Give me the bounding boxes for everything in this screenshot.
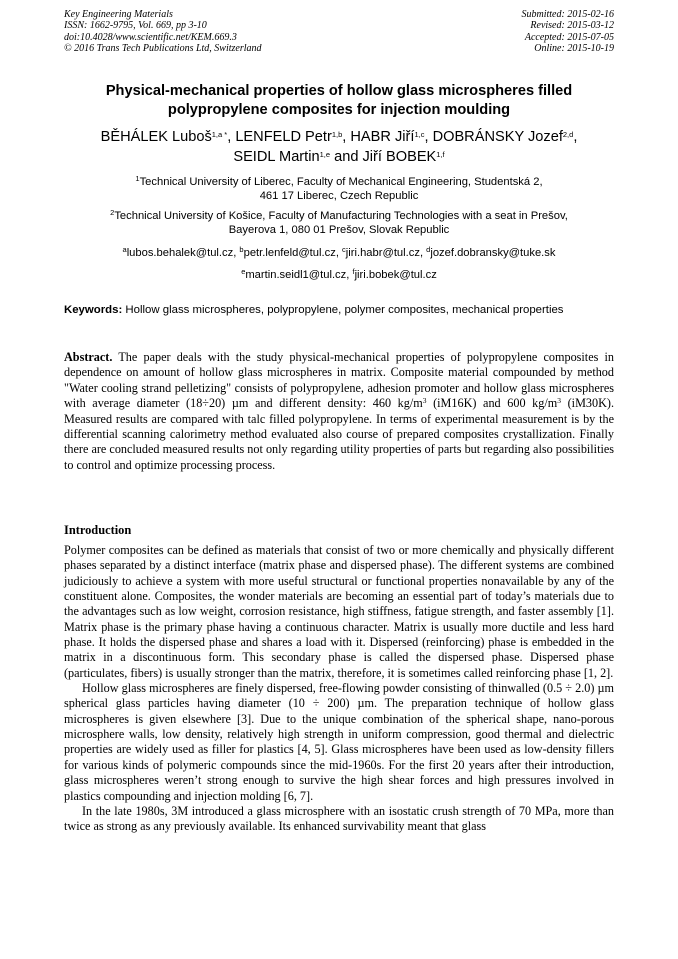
abstract-text: The paper deals with the study physical-mechanical properties of polypropylene composites in dependence on amount of hollow glass microspheres in matrix. Composite material compounded by method "Water cooling strand pelletizing" consists of polypropylene, adhesion promoter and hollow glass microspheres with average diameter (18÷20) µm and different density: 460 kg/m (64, 350, 614, 411)
author-line-2 (64, 148, 614, 168)
email-link[interactable]: petr.lenfeld@tul.cz (243, 247, 336, 259)
affiliation-line: Technical University of Liberec, Faculty of Mechanical Engineering, Studentská 2, (139, 176, 543, 188)
keywords-text: Hollow glass microspheres, polypropylene, polymer composites, mechanical properties (125, 304, 564, 316)
keywords (64, 303, 614, 317)
affiliation-1 (64, 175, 614, 203)
keywords-label: Keywords: (64, 304, 123, 316)
abstract-label: Abstract. (64, 350, 113, 364)
email-sup: d (426, 245, 431, 254)
abstract-text: (iM30K). Measured results are compared with talc filled polypropylene. In terms of experimental measurement is by the differential scanning calorimetry method evaluated also course of prepared composites crystallization. Finally there are concluded measured results not only regarding utility properties of parts but regarding also possibilities to control and optimize processing process. (64, 396, 614, 472)
author-sup: 1,a * (211, 130, 228, 139)
journal-doi: doi:10.4028/www.scientific.net/KEM.669.3 (64, 31, 237, 43)
abstract-text: (iM16K) and 600 kg/m (426, 396, 558, 411)
date-online: Online: 2015-10-19 (534, 42, 614, 54)
email-link[interactable]: lubos.behalek@tul.cz (126, 247, 234, 259)
title-line-1: Physical-mechanical properties of hollow glass microspheres filled (105, 83, 573, 99)
author-name: Jiří BOBEK (362, 148, 437, 165)
affiliation-sup: 2 (110, 208, 115, 217)
email-link[interactable]: martin.seidl1@tul.cz (245, 269, 347, 281)
abstract-sup: 3 (422, 396, 427, 406)
author-sep: , (424, 129, 433, 145)
author-sup: 1,f (436, 149, 445, 159)
journal-issn: ISSN: 1662-9795, Vol. 669, pp 3-10 (64, 20, 207, 32)
author-sep: , (227, 129, 236, 145)
affiliation-line: 461 17 Liberec, Czech Republic (259, 190, 419, 202)
email-sup: c (342, 245, 346, 254)
author-sup: 1,b (331, 130, 343, 139)
author-sup: 1,e (319, 149, 331, 159)
email-link[interactable]: jiri.bobek@tul.cz (354, 269, 437, 281)
author-name: DOBRÁNSKY Jozef (432, 129, 563, 145)
paragraph: Polymer composites can be defined as materials that consist of two or more chemically and physically different phases separated by a distinct interface (matrix phase and dispersed phase). The different systems are combined judiciously to achieve a system with more useful structural or functional properties nonavailable by any of the constituent alone. Composites, the wonder materials are becoming an essential part of today’s materials due to the advantages such as low weight, corrosion resistance, high stiffness, fatigue strength, and faster assembly [1]. Matrix phase is the primary phase having a continuous character. Matrix is usually more ductile and less hard phase. It holds the dispersed phase and shares a load with it. Dispersed (reinforcing) phase is embedded in the matrix in a discontinuous form. This secondary phase is called the dispersed phase. Dispersed phase (particulates, fibers) is usually stronger than the matrix, therefore, it is sometimes called reinforcing phase [1, 2]. (64, 543, 614, 680)
section-heading-introduction: Introduction (64, 523, 132, 537)
email-line-1: $^a$lubos.behalek@tul.cz, $^b$petr.lenfeld@tul.cz, $^c$jiri.habr@tul.cz, $^d$jozef.dobransky@tuke.sk (122, 245, 556, 259)
date-accepted: Accepted: 2015-07-05 (524, 31, 614, 43)
author-line-1 (64, 128, 614, 148)
title-line-2: polypropylene composites for injection moulding (167, 101, 511, 118)
email-sup: e (241, 267, 246, 276)
author-name: HABR Jiří (350, 129, 415, 145)
date-submitted: Submitted: 2015-02-16 (521, 9, 614, 20)
affiliation-2 (64, 209, 614, 237)
abstract-sup: 3 (557, 396, 561, 406)
email-link[interactable]: jozef.dobransky@tuke.sk (430, 247, 556, 259)
paragraph: Hollow glass microspheres are finely dispersed, free-flowing powder consisting of thinwalled (0.5 ÷ 2.0) µm spherical glass particles having diameter (10 ÷ 200) µm. The preparation technique of hollow glass microspheres is given elsewhere [3]. Due to the unique combination of the spherical shape, nano-porous microsphere walls, low density, relatively high strength in uniform compression, good thermal and dielectric properties are widely used as filler for plastics [4, 5]. Glass microspheres have been used as low-density fillers for various kinds of polymeric compounds since the mid-1960s. For the first 20 years after their introduction, glass microspheres weren’t strong enough to survive the high shear forces and high pressures involved in plastics compounding and injection molding [6, 7]. (64, 681, 614, 803)
author-sep: and (330, 148, 363, 165)
email-sup: b (239, 245, 244, 254)
journal-info (64, 9, 262, 54)
author-name: BĚHÁLEK Luboš (100, 129, 212, 145)
author-list (64, 128, 614, 167)
journal-name: Key Engineering Materials (64, 9, 173, 20)
email-sup: a (122, 245, 127, 254)
email-link[interactable]: jiri.habr@tul.cz (345, 247, 420, 259)
author-sup: 2,d (562, 130, 574, 139)
abstract (64, 350, 614, 473)
affiliation-line: Technical University of Košice, Faculty of Manufacturing Technologies with a seat in Prešov, (114, 210, 568, 222)
affiliation-line: Bayerova 1, 080 01 Prešov, Slovak Republic (228, 224, 450, 236)
author-sep: , (573, 129, 578, 145)
author-sup: 1,c (414, 130, 425, 139)
journal-copyright: © 2016 Trans Tech Publications Ltd, Switzerland (64, 42, 262, 54)
author-name: LENFELD Petr (235, 129, 332, 145)
paragraph: In the late 1980s, 3M introduced a glass microsphere with an isostatic crush strength of 70 MPa, more than twice as strong as any previously available. Its enhanced survivability meant that glass (64, 803, 614, 834)
email-sup: f (352, 267, 355, 276)
author-name: SEIDL Martin (233, 148, 320, 165)
paper-title (64, 82, 614, 119)
date-revised: Revised: 2015-03-12 (530, 20, 614, 32)
introduction-body (64, 543, 614, 835)
publication-dates (522, 9, 615, 54)
author-sep: , (342, 129, 351, 145)
email-line-2: $^e$martin.seidl1@tul.cz, $^f$jiri.bobek@tul.cz (241, 267, 437, 281)
affiliation-sup: 1 (135, 174, 140, 183)
